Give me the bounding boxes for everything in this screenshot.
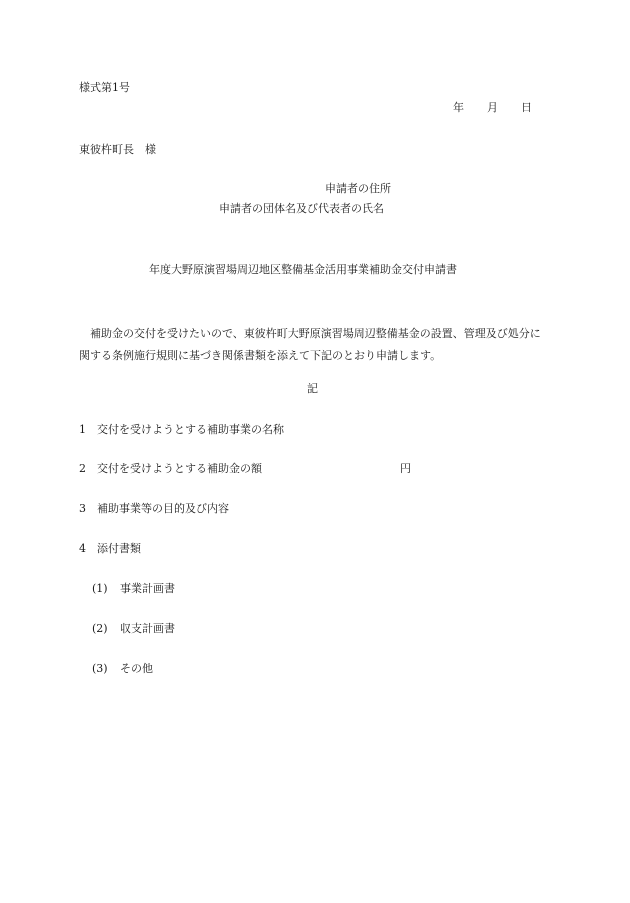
attachment-text: その他 xyxy=(120,662,153,675)
ki-heading: 記 xyxy=(307,382,318,395)
item-text: 補助事業等の目的及び内容 xyxy=(97,502,229,515)
date-year-label: 年 xyxy=(453,101,464,114)
date-month-label: 月 xyxy=(487,101,498,114)
attachment-text: 事業計画書 xyxy=(120,582,175,595)
applicant-name-label: 申請者の団体名及び代表者の氏名 xyxy=(219,202,384,215)
item-text: 添付書類 xyxy=(97,542,141,555)
list-item-2 xyxy=(79,463,262,474)
amount-unit: 円 xyxy=(400,462,411,475)
attachment-number: (1) xyxy=(92,582,108,595)
item-number: 3 xyxy=(79,502,86,515)
addressee: 東彼杵町長 様 xyxy=(79,143,156,156)
attachment-item-2 xyxy=(92,623,175,634)
item-number: 2 xyxy=(79,462,86,475)
list-item-1 xyxy=(79,424,284,435)
date-line xyxy=(453,102,532,113)
attachment-number: (3) xyxy=(92,662,108,675)
attachment-item-3 xyxy=(92,663,153,674)
form-number: 様式第1号 xyxy=(79,81,130,94)
item-text: 交付を受けようとする補助金の額 xyxy=(97,462,262,475)
applicant-address-label: 申請者の住所 xyxy=(325,182,391,195)
list-item-3 xyxy=(79,503,229,514)
date-day-label: 日 xyxy=(521,101,532,114)
list-item-4 xyxy=(79,543,141,554)
body-paragraph: 補助金の交付を受けたいので、東彼杵町大野原演習場周辺整備基金の設置、管理及び処分に関する条例施行規則に基づき関係書類を添えて下記のとおり申請します。 xyxy=(79,327,541,362)
attachment-text: 収支計画書 xyxy=(120,622,175,635)
item-number: 1 xyxy=(79,423,86,436)
attachment-item-1 xyxy=(92,583,175,594)
item-text: 交付を受けようとする補助事業の名称 xyxy=(97,423,284,436)
attachment-number: (2) xyxy=(92,622,108,635)
document-title: 年度大野原演習場周辺地区整備基金活用事業補助金交付申請書 xyxy=(149,263,457,276)
item-number: 4 xyxy=(79,542,86,555)
